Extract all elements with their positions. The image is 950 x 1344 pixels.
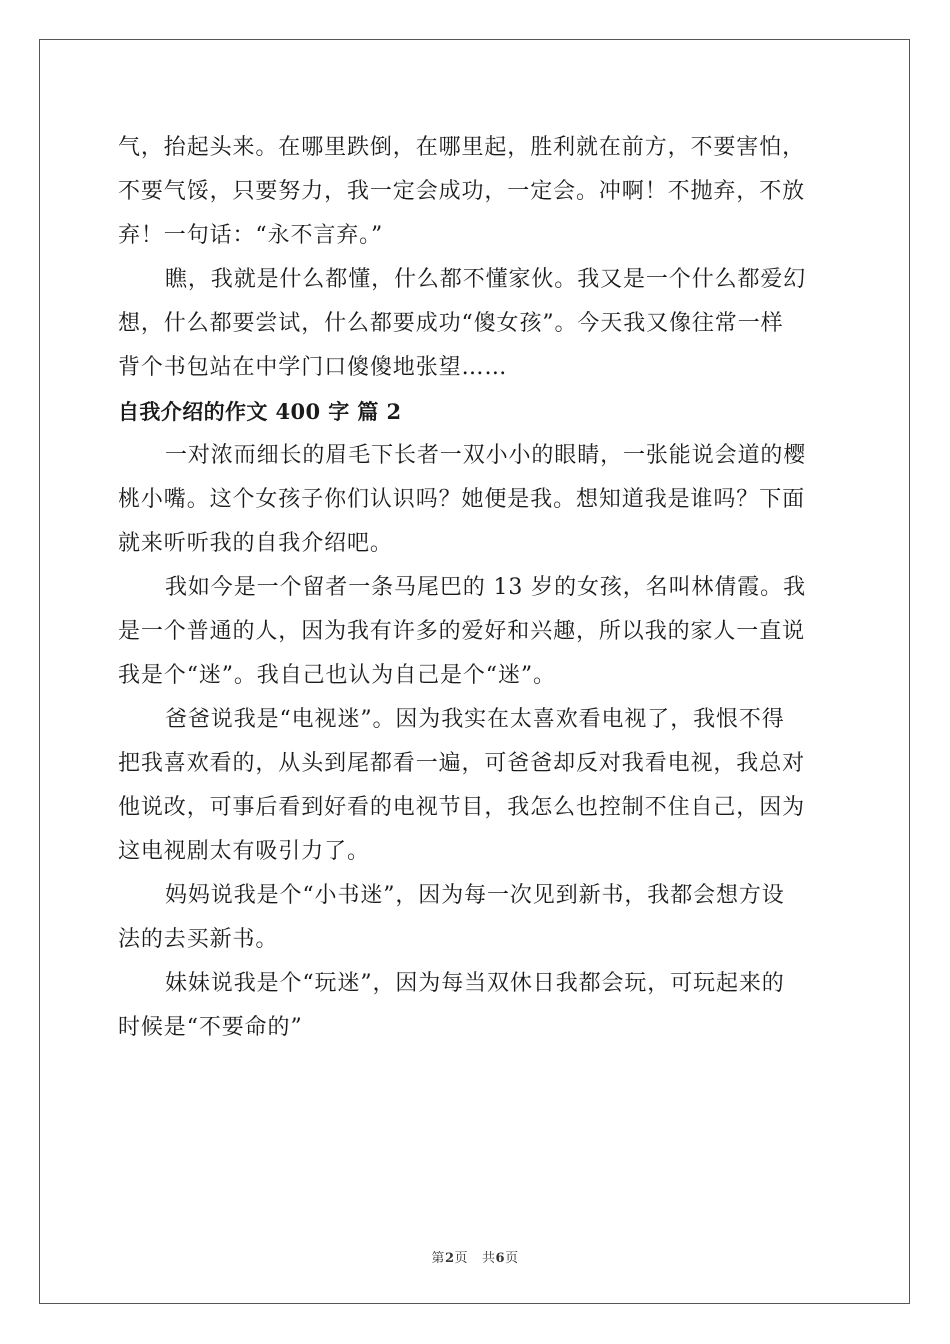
- text-line: 爸爸说我是“电视迷”。因为我实在太喜欢看电视了，我恨不得: [165, 707, 785, 732]
- total-pages-number: 6: [495, 1251, 506, 1266]
- text-line: 一对浓而细长的眉毛下长者一双小小的眼睛，一张能说会道的樱: [165, 443, 807, 468]
- paragraph: [118, 126, 834, 258]
- paragraph: [118, 962, 834, 1050]
- text-line: 时候是“不要命的”: [118, 1015, 303, 1040]
- text-line: 气，抬起头来。在哪里跌倒，在哪里起，胜利就在前方，不要害怕，: [118, 135, 806, 160]
- text-line: 把我喜欢看的，从头到尾都看一遍，可爸爸却反对我看电视，我总对: [118, 751, 806, 776]
- page-word: 页: [454, 1251, 468, 1266]
- total-pages-suffix: 页: [505, 1251, 519, 1266]
- text-line: 这电视剧太有吸引力了。: [118, 839, 370, 864]
- current-page-number: 2: [444, 1251, 455, 1266]
- text-line: 法的去买新书。: [118, 927, 279, 952]
- page-number-prefix: 第: [431, 1251, 445, 1266]
- text-line: 瞧，我就是什么都懂，什么都不懂家伙。我又是一个什么都爱幻: [165, 267, 807, 292]
- text-line: 不要气馁，只要努力，我一定会成功，一定会。冲啊！不抛弃，不放: [118, 179, 806, 204]
- text-line: 我是个“迷”。我自己也认为自己是个“迷”。: [118, 663, 556, 688]
- paragraph: [118, 566, 834, 698]
- page-footer: [0, 1247, 950, 1266]
- paragraph: [118, 874, 834, 962]
- text-line: 我如今是一个留者一条马尾巴的 13 岁的女孩，名叫林倩霞。我: [165, 575, 806, 600]
- paragraph: [118, 434, 834, 566]
- paragraph: [118, 258, 834, 390]
- paragraph: [118, 698, 834, 874]
- text-line: 妹妹说我是个“玩迷”，因为每当双休日我都会玩，可玩起来的: [165, 971, 785, 996]
- text-line: 背个书包站在中学门口傻傻地张望……: [118, 355, 508, 380]
- text-line: 就来听听我的自我介绍吧。: [118, 531, 393, 556]
- text-line: 是一个普通的人，因为我有许多的爱好和兴趣，所以我的家人一直说: [118, 619, 806, 644]
- total-pages-prefix: 共: [482, 1251, 496, 1266]
- section-title: 自我介绍的作文 400 字 篇 2: [118, 399, 402, 424]
- text-line: 桃小嘴。这个女孩子你们认识吗？她便是我。想知道我是谁吗？下面: [118, 487, 806, 512]
- text-line: 弃！一句话：“永不言弃。”: [118, 223, 384, 248]
- text-line: 妈妈说我是个“小书迷”，因为每一次见到新书，我都会想方设: [165, 883, 785, 908]
- text-line: 他说改，可事后看到好看的电视节目，我怎么也控制不住自己，因为: [118, 795, 806, 820]
- document-body: [118, 126, 834, 1050]
- text-line: 想，什么都要尝试，什么都要成功“傻女孩”。今天我又像往常一样: [118, 311, 784, 336]
